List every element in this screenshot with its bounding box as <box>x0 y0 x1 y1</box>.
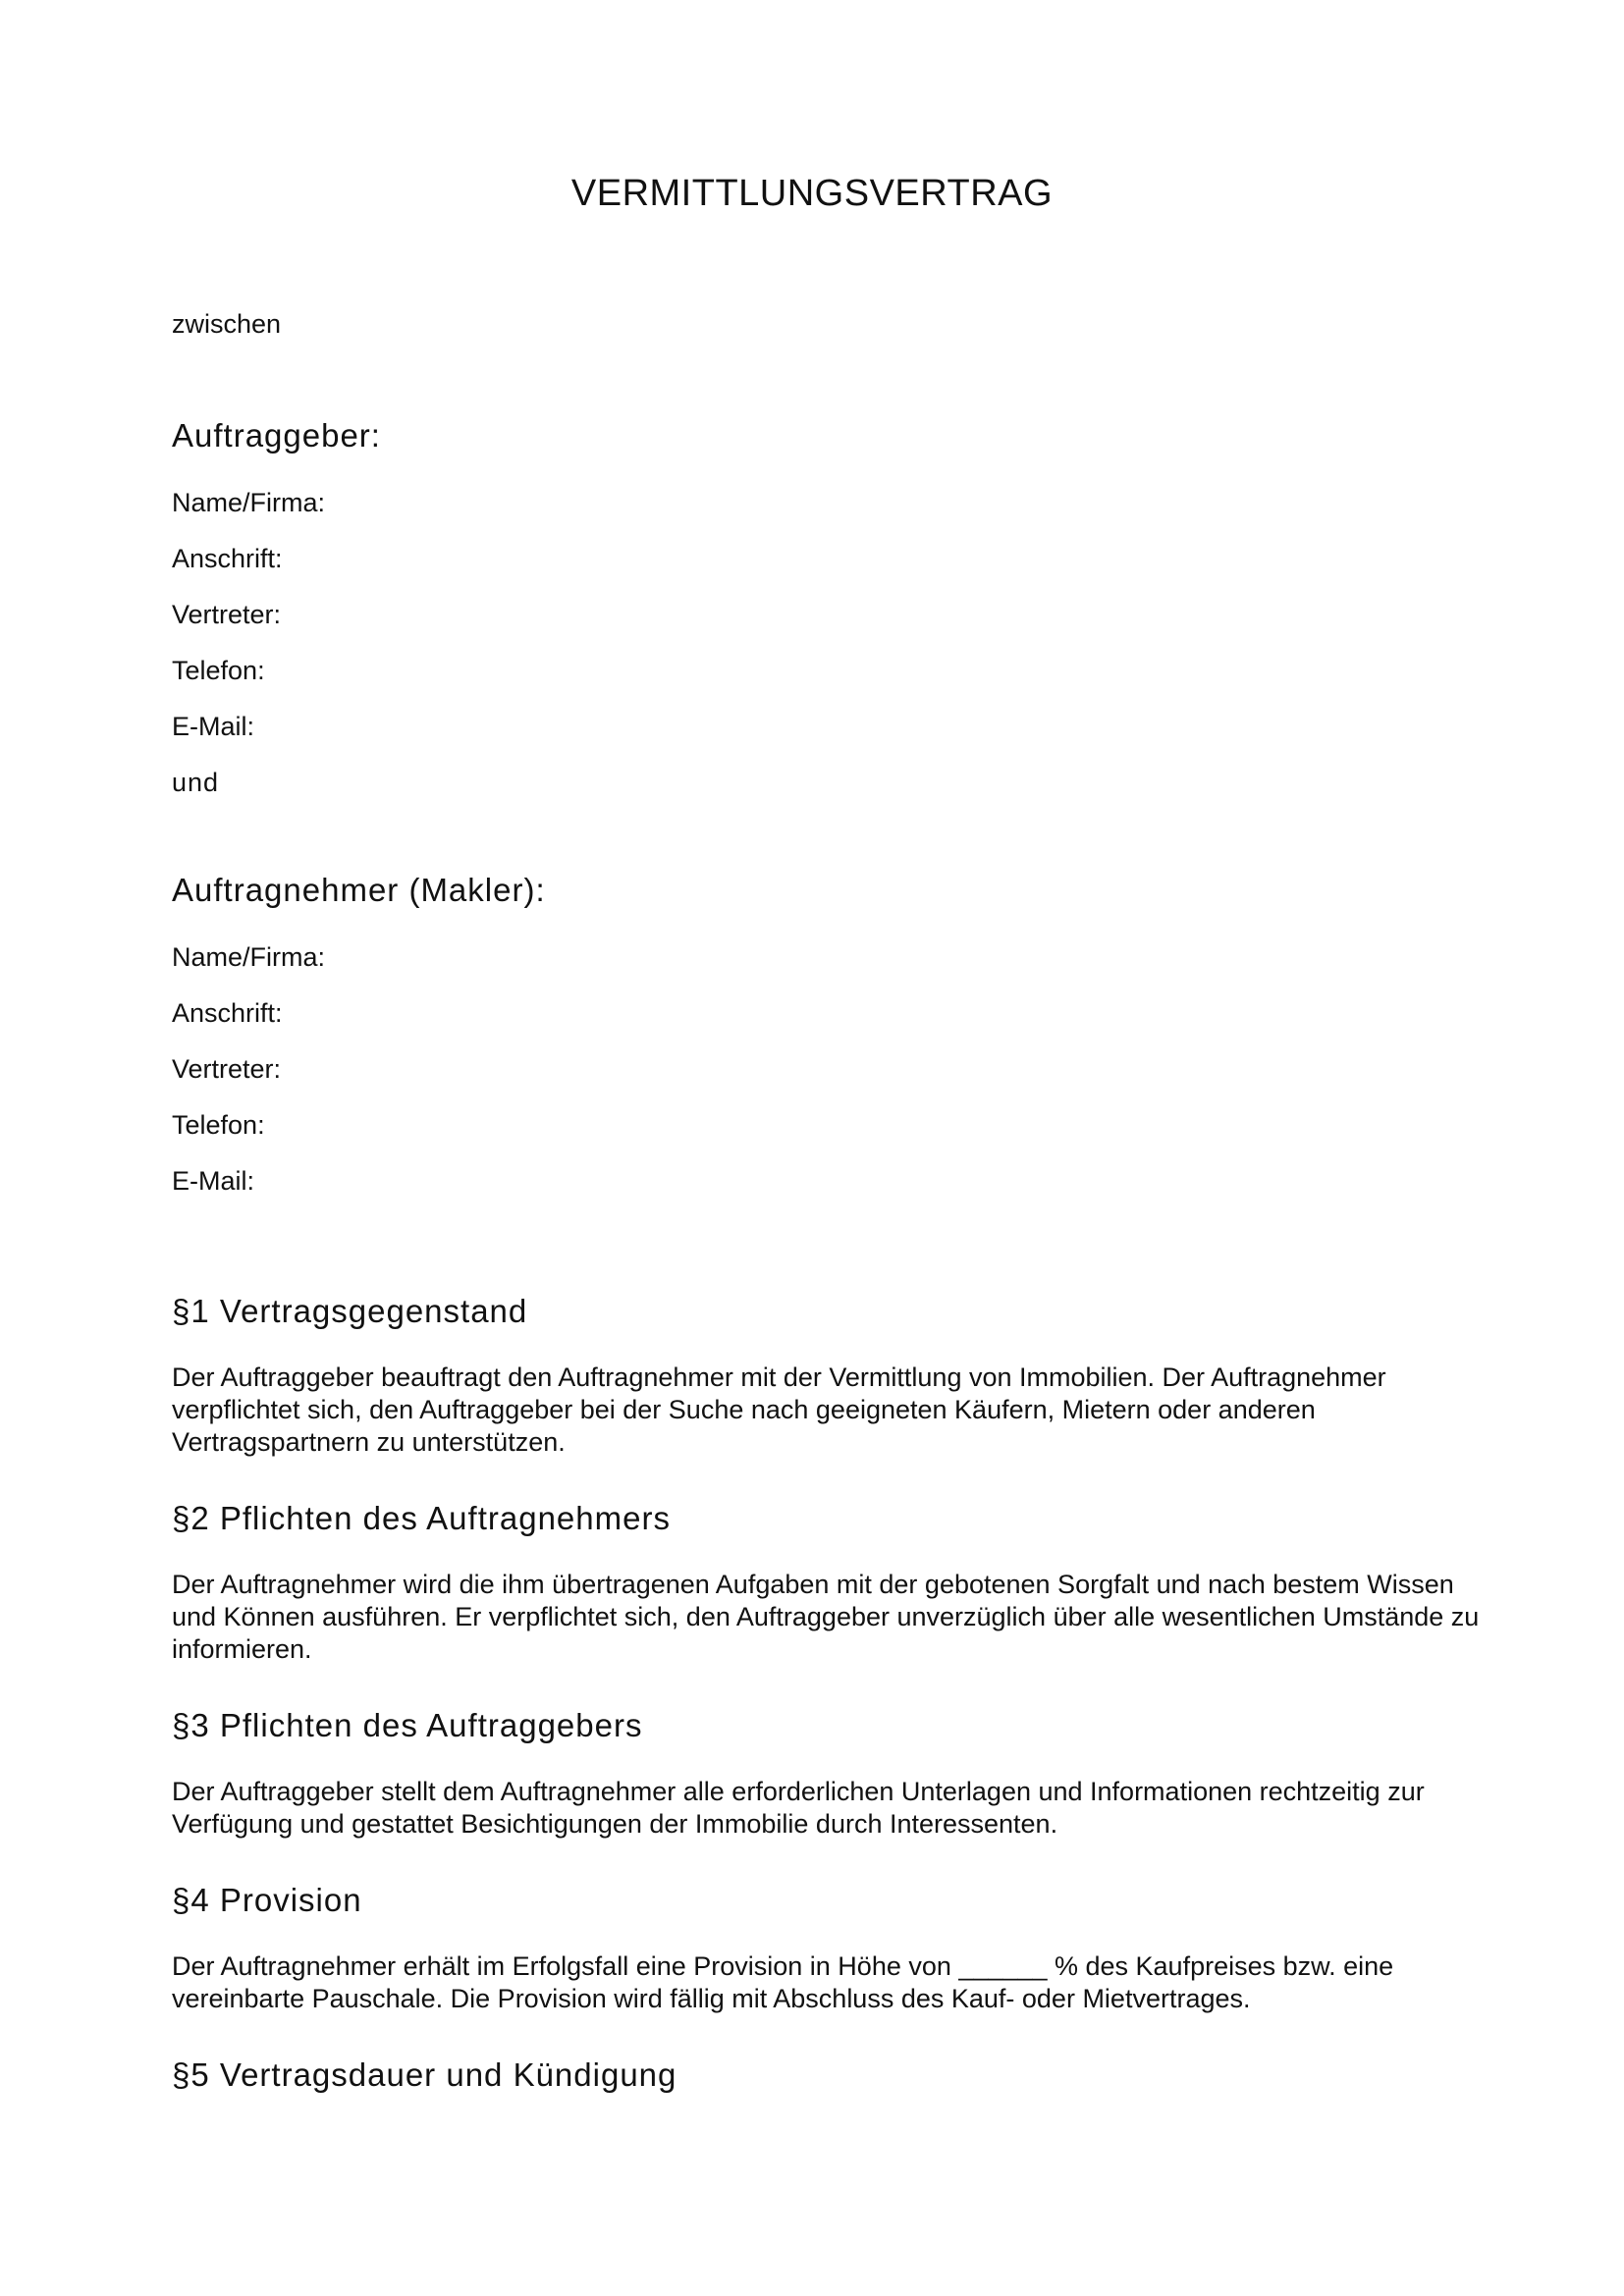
between-text: zwischen <box>172 309 282 339</box>
document-title: VERMITTLUNGSVERTRAG <box>570 173 1054 214</box>
section-1-text: Der Auftraggeber beauftragt den Auftragnehmer mit der Vermittlung von Immobilien. Der Auftragnehmer verpflichtet sich, den Auftraggeber bei der Suche nach geeigneten Käufern, Mietern oder anderen Vertragspartnern zu unterstützen. <box>172 1362 1386 1457</box>
client-field-address: Anschrift: <box>172 544 283 573</box>
section-4-heading: §4 Provision <box>172 1882 362 1918</box>
document-body <box>172 306 1488 2095</box>
section-5 <box>172 2056 1488 2095</box>
section-2-heading: §2 Pflichten des Auftragnehmers <box>172 1500 671 1536</box>
section-3 <box>172 1706 1488 1841</box>
section-3-heading: §3 Pflichten des Auftraggebers <box>172 1707 643 1743</box>
section-2 <box>172 1499 1488 1666</box>
section-4 <box>172 1881 1488 2015</box>
contractor-field-address: Anschrift: <box>172 998 283 1028</box>
contractor-field-phone: Telefon: <box>172 1110 265 1140</box>
section-1-heading: §1 Vertragsgegenstand <box>172 1293 528 1329</box>
client-field-email: E-Mail: <box>172 712 255 741</box>
section-1 <box>172 1292 1488 1459</box>
section-3-text: Der Auftraggeber stellt dem Auftragnehmer alle erforderlichen Unterlagen und Informationen rechtzeitig zur Verfügung und gestattet Besichtigungen der Immobilie durch Interessenten. <box>172 1777 1425 1839</box>
and-text: und <box>172 768 220 797</box>
client-heading: Auftraggeber: <box>172 417 381 454</box>
contractor-block <box>172 871 1488 1199</box>
client-field-name: Name/Firma: <box>172 488 326 517</box>
client-field-list <box>172 485 1488 744</box>
contractor-field-list <box>172 939 1488 1199</box>
contractor-field-name: Name/Firma: <box>172 942 326 972</box>
contractor-field-email: E-Mail: <box>172 1166 255 1196</box>
client-field-phone: Telefon: <box>172 656 265 685</box>
client-block <box>172 416 1488 744</box>
section-5-heading: §5 Vertragsdauer und Kündigung <box>172 2056 677 2093</box>
section-2-text: Der Auftragnehmer wird die ihm übertragenen Aufgaben mit der gebotenen Sorgfalt und nach bestem Wissen und Können ausführen. Er verpflichtet sich, den Auftraggeber unverzüglich über alle wesentlichen Umstände zu informieren. <box>172 1570 1480 1664</box>
contractor-heading: Auftragnehmer (Makler): <box>172 872 546 908</box>
section-4-text: Der Auftragnehmer erhält im Erfolgsfall eine Provision in Höhe von ______ % des Kaufpreises bzw. eine vereinbarte Pauschale. Die Provision wird fällig mit Abschluss des Kauf- oder Mietvertrages. <box>172 1951 1394 2013</box>
contractor-field-representative: Vertreter: <box>172 1054 282 1084</box>
client-field-representative: Vertreter: <box>172 600 282 629</box>
